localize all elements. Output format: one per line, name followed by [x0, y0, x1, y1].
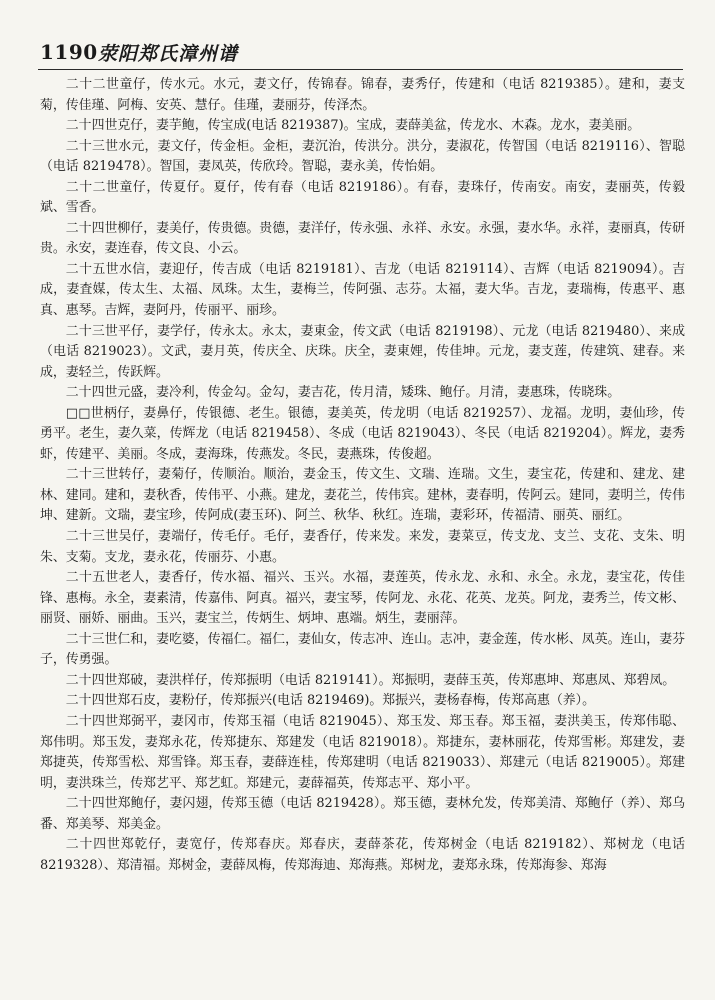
- genealogy-text: [40, 75, 685, 876]
- paragraph: 二十四世郑弼平，妻冈市，传郑玉福（电话 8219045）、郑玉发、郑玉春。郑玉福，妻洪美玉，传郑伟聪、郑伟明。郑玉发，妻郑永花，传郑捷东、郑建发（电话 8219018）。郑捷东，妻林丽花，传郑雪彬。郑建发，妻郑捷英，传郑雪松、郑雪锋。郑玉春，妻薛连桂，传郑建明（电话 8219033）、郑建元（电话 8219005）。郑建明，妻洪珠兰，传郑艺平、郑艺虹。郑建元，妻薛福英，传郑志平、郑小平。: [40, 713, 685, 791]
- paragraph: 二十五世水信，妻迎仔，传吉成（电话 8219181）、吉龙（电话 8219114）、吉辉（电话 8219094）。吉成，妻査媒，传太生、太福、凤珠。太生，妻梅兰，传阿强、志芬。太福，妻大华。吉龙，妻瑞梅，传惠平、惠真、惠琴。吉辉，妻阿丹，传丽平、丽珍。: [40, 261, 685, 319]
- paragraph: 二十四世郑破，妻洪样仔，传郑振明（电话 8219141）。郑振明，妻薛玉英，传郑惠坤、郑惠凤、郑碧凤。: [65, 672, 676, 688]
- header-rule: [38, 69, 683, 70]
- paragraph: 二十四世柳仔，妻美仔，传贵德。贵德，妻洋仔，传永强、永祥、永安。永强，妻水华。永祥，妻丽真，传研贵。永安，妻连春，传文良、小云。: [40, 220, 685, 257]
- paragraph: 二十三世平仔，妻学仔，传永太。永太，妻東金，传文武（电话 8219198）、元龙（电话 8219480）、来成（电话 8219023）。文武，妻月英，传庆全、庆珠。庆全，妻東娌，传佳坤。元龙，妻支莲，传建筑、建春。来成，妻轻兰，传跃辉。: [40, 323, 685, 380]
- paragraph: 二十三世吴仔，妻端仔，传毛仔。毛仔，妻香仔，传来发。来发，妻菜豆，传支龙、支兰、支花、支朱、明朱、支菊。支龙，妻永花，传丽芬、小惠。: [40, 529, 685, 565]
- page-number: 1190: [40, 40, 98, 64]
- paragraph: 二十四世克仔，妻芋鲍，传宝成(电话 8219387)。宝成，妻薛美盆，传龙水、木森。龙水，妻美丽。: [65, 118, 641, 134]
- paragraph: 二十三世仁和，妻吃婆，传福仁。福仁，妻仙女，传志冲、连山。志冲，妻金莲，传水彬、凤英。连山，妻芬子，传勇强。: [40, 631, 685, 668]
- paragraph: 二十三世转仔，妻菊仔，传顺治。顺治，妻金玉，传文生、文瑞、连瑞。文生，妻宝花，传建和、建龙、建林、建同。建和，妻秋香，传伟平、小燕。建龙，妻花兰，传伟宾。建林，妻春明，传阿云。建同，妻明兰，传伟坤、建新。文瑞，妻宝珍，传阿成(妻玉环)、阿兰、秋华、秋红。连瑞，妻彩环，传福清、丽英、丽红。: [40, 467, 685, 524]
- paragraph: □□世柄仔，妻鼻仔，传银德、老生。银德，妻美英，传龙明（电话 8219257）、龙福。龙明，妻仙珍，传勇平。老生，妻久菜，传辉龙（电话 8219458）、冬成（电话 8219043）、冬民（电话 8219204）。辉龙，妻秀虾，传建平、美丽。冬成，妻海珠，传燕发。冬民，妻燕珠，传俊超。: [40, 405, 685, 462]
- page-header: [40, 34, 680, 68]
- paragraph: 二十二世童仔，传水元。水元，妻文仔，传锦春。锦春，妻秀仔，传建和（电话 8219385）。建和，妻支菊，传佳瑾、阿梅、安英、慧仔。佳瑾，妻丽芬，传泽杰。: [40, 77, 685, 113]
- paragraph: 二十四世元盛，妻冷利，传金勾。金勾，妻吉花，传月清，矮珠、鲍仔。月清，妻惠珠，传晓珠。: [65, 385, 621, 401]
- paragraph: 二十四世郑乾仔，妻宽仔，传郑春庆。郑春庆，妻薛茶花，传郑树金（电话 8219182）、郑树龙（电话 8219328）、郑清福。郑树金，妻薛凤梅，传郑海迪、郑海燕。郑树龙，妻郑永珠，传郑海参、郑海: [40, 837, 685, 873]
- paragraph: 二十五世老人，妻香仔，传水福、福兴、玉兴。水福，妻莲英，传永龙、永和、永全。永龙，妻宝花，传佳锋、惠梅。永全，妻素清，传嘉伟、阿真。福兴，妻宝琴，传阿龙、永花、花英、龙英。阿龙，妻秀兰，传文彬、丽贤、丽娇、丽曲。玉兴，妻宝兰，传炳生、炳坤、惠端。炳生，妻丽萍。: [40, 570, 685, 627]
- paragraph: 二十三世水元，妻文仔，传金柜。金柜，妻沉治，传洪分。洪分，妻淑花，传智国（电话 8219116）、智聪（电话 8219478）。智国，妻凤英，传欣玲。智聪，妻永美，传怡娟。: [40, 138, 685, 175]
- paragraph: 二十四世郑鲍仔，妻闪翅，传郑玉德（电话 8219428）。郑玉德，妻林允发，传郑美清、郑鲍仔（养）、郑乌番、郑美琴、郑美金。: [40, 796, 685, 832]
- book-title: 荥阳郑氏漳州谱: [98, 43, 239, 65]
- paragraph: 二十四世郑石皮，妻粉仔，传郑振兴(电话 8219469)。郑振兴，妻杨春梅，传郑高惠（养）。: [65, 693, 595, 709]
- paragraph: 二十二世童仔，传夏仔。夏仔，传有春（电话 8219186）。有春，妻珠仔，传南安。南安，妻丽英，传毅斌、雪香。: [40, 179, 685, 216]
